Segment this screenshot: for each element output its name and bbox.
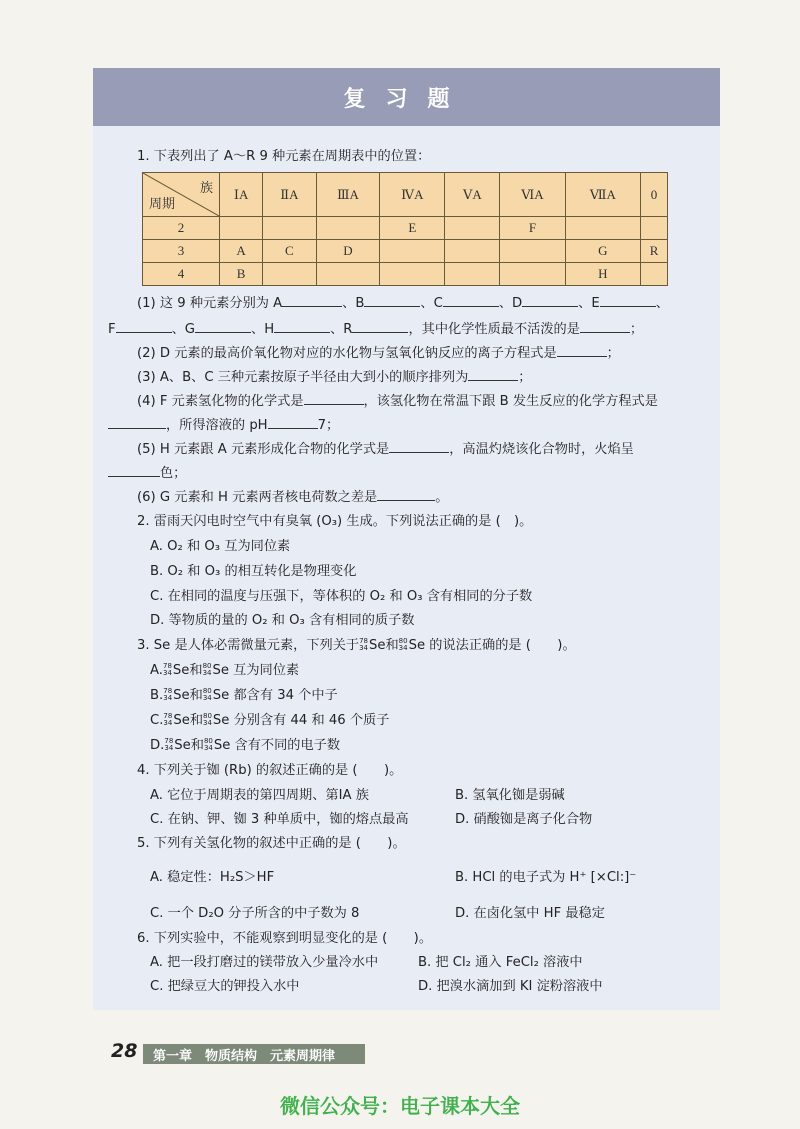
table-corner: 族 周期 [143, 173, 220, 217]
q5-option-b: B. HCl 的电子式为 H⁺ [×Cl:]⁻ [455, 870, 637, 885]
periodic-table [142, 172, 668, 286]
element-cell: E [380, 217, 445, 240]
q4-option-b: B. 氢氧化铷是弱碱 [455, 788, 565, 803]
q4-option-a: A. 它位于周期表的第四周期、第ⅠA 族 [150, 788, 369, 803]
table-row [143, 217, 668, 240]
q2-option-d: D. 等物质的量的 O₂ 和 O₃ 含有相同的质子数 [150, 613, 415, 628]
electron-formula: [×Cl:]⁻ [590, 870, 637, 885]
q3-option-d: D.78 34Se和80 34Se 含有不同的电子数 [150, 737, 341, 753]
element-cell [316, 263, 380, 286]
section-header [93, 68, 720, 126]
q1-part2: (2) D 元素的最高价氧化物对应的水化物与氢氧化钠反应的离子方程式是 ； [137, 346, 620, 361]
watermark-text: 微信公众号：电子课本大全 [280, 1094, 520, 1118]
chapter-bar [143, 1044, 365, 1064]
element-cell [380, 263, 445, 286]
q2-option-b: B. O₂ 和 O₃ 的相互转化是物理变化 [150, 564, 357, 579]
q6-option-a: A. 把一段打磨过的镁带放入少量冷水中 [150, 955, 379, 970]
q4-option-c: C. 在钠、钾、铷 3 种单质中，铷的熔点最高 [150, 812, 409, 827]
element-cell: G [565, 240, 641, 263]
q3-option-b: B.78 34Se和80 34Se 都含有 34 个中子 [150, 687, 338, 703]
table-row [143, 240, 668, 263]
q5-option-d: D. 在卤化氢中 HF 最稳定 [455, 906, 605, 921]
q1-part4-line1: (4) F 元素氢化物的化学式是 ，该氢化物在常温下跟 B 发生反应的化学方程式是 [137, 394, 658, 409]
q6-option-d: D. 把溴水滴加到 KI 淀粉溶液中 [418, 979, 603, 994]
q3-option-a: A.78 34Se和80 34Se 互为同位素 [150, 662, 300, 678]
q2-option-c: C. 在相同的温度与压强下，等体积的 O₂ 和 O₃ 含有相同的分子数 [150, 589, 533, 604]
element-cell [445, 217, 500, 240]
q4-option-d: D. 硝酸铷是离子化合物 [455, 812, 593, 827]
group-header: ⅣA [380, 173, 445, 217]
element-cell [445, 263, 500, 286]
q6-option-c: C. 把绿豆大的钾投入水中 [150, 979, 300, 994]
q1-part5-line2: 色； [108, 464, 186, 483]
q1-part4-line2: ，所得溶液的 pH 7； [108, 416, 339, 435]
element-cell [263, 217, 316, 240]
q6-option-b: B. 把 Cl₂ 通入 FeCl₂ 溶液中 [418, 955, 583, 970]
group-header: ⅠA [220, 173, 263, 217]
element-cell: R [641, 240, 668, 263]
q1-part1-line1: (1) 这 9 种元素分别为 A 、B 、C 、D 、E 、 [137, 296, 669, 311]
q1-part1-line2: F 、G 、H 、R ，其中化学性质最不活泼的是 ； [108, 322, 644, 337]
group-header: ⅢA [316, 173, 380, 217]
group-header: 0 [641, 173, 668, 217]
element-cell [316, 217, 380, 240]
group-header: ⅡA [263, 173, 316, 217]
period-cell: 2 [143, 217, 220, 240]
element-cell: B [220, 263, 263, 286]
q4-stem: 4. 下列关于铷 (Rb) 的叙述正确的是 ( )。 [137, 763, 403, 778]
element-cell [500, 263, 565, 286]
element-cell [220, 217, 263, 240]
q1-part3: (3) A、B、C 三种元素按原子半径由大到小的顺序排列为 ； [137, 370, 532, 385]
q5-option-a: A. 稳定性：H₂S＞HF [150, 870, 275, 885]
element-cell [380, 240, 445, 263]
element-cell [641, 263, 668, 286]
q1-intro: 1. 下表列出了 A～R 9 种元素在周期表中的位置： [137, 149, 431, 164]
section-title: 复习题 [343, 85, 470, 112]
group-header: ⅥA [500, 173, 565, 217]
element-cell: A [220, 240, 263, 263]
chapter-title: 第一章 物质结构 元素周期律 [153, 1048, 336, 1064]
element-cell [445, 240, 500, 263]
element-cell [263, 263, 316, 286]
group-header: ⅤA [445, 173, 500, 217]
q1-part6: (6) G 元素和 H 元素两者核电荷数之差是 。 [137, 490, 449, 505]
period-cell: 4 [143, 263, 220, 286]
period-cell: 3 [143, 240, 220, 263]
element-cell: C [263, 240, 316, 263]
element-cell: F [500, 217, 565, 240]
page-number: 28 [111, 1040, 138, 1062]
element-cell [500, 240, 565, 263]
q5-stem: 5. 下列有关氢化物的叙述中正确的是 ( )。 [137, 836, 406, 851]
q6-stem: 6. 下列实验中，不能观察到明显变化的是 ( )。 [137, 931, 433, 946]
element-cell: H [565, 263, 641, 286]
q2-stem: 2. 雷雨天闪电时空气中有臭氧 (O₃) 生成。下列说法正确的是 ( )。 [137, 514, 533, 529]
q5-option-c: C. 一个 D₂O 分子所含的中子数为 8 [150, 906, 360, 921]
element-cell [641, 217, 668, 240]
q2-option-a: A. O₂ 和 O₃ 互为同位素 [150, 539, 291, 554]
table-row [143, 263, 668, 286]
q3-stem: 3. Se 是人体必需微量元素，下列关于78 34Se和80 34Se 的说法正确的是 ( )。 [137, 637, 576, 653]
group-header: ⅦA [565, 173, 641, 217]
element-cell [565, 217, 641, 240]
q3-option-c: C.78 34Se和80 34Se 分别含有 44 和 46 个质子 [150, 712, 390, 728]
q1-part5-line1: (5) H 元素跟 A 元素形成化合物的化学式是 ，高温灼烧该化合物时，火焰呈 [137, 442, 634, 457]
element-cell: D [316, 240, 380, 263]
